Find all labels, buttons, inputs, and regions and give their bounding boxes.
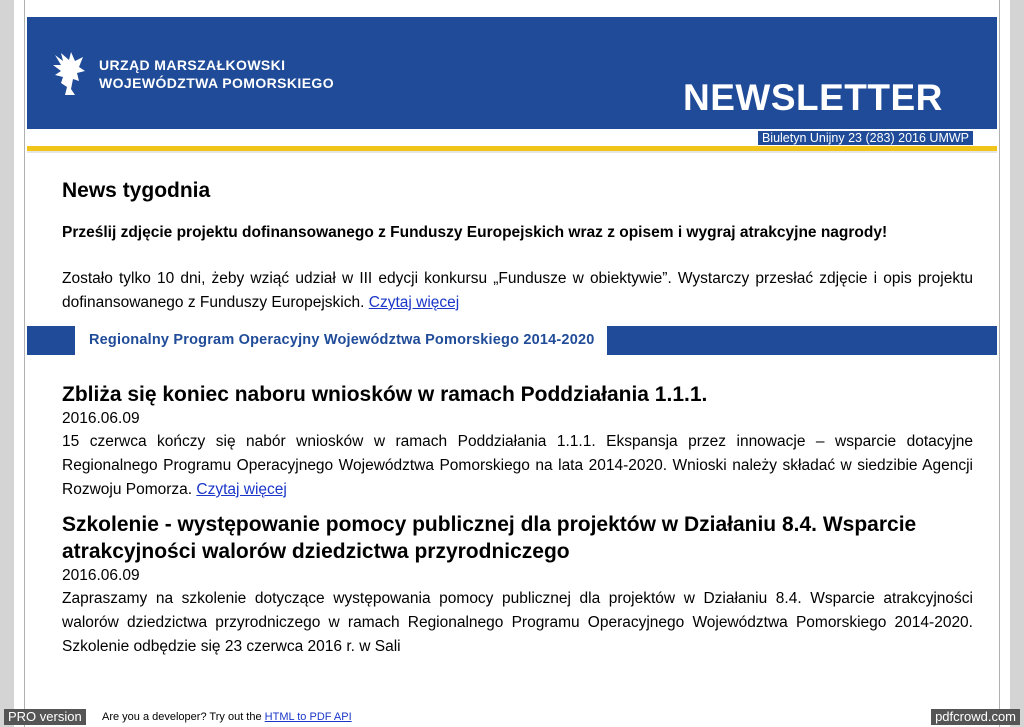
right-page-edge (999, 0, 1000, 727)
org-name-line2: WOJEWÓDZTWA POMORSKIEGO (99, 75, 335, 91)
griffin-icon (49, 51, 89, 97)
org-logo (49, 51, 334, 97)
rpo-section-label: Regionalny Program Operacyjny Województwa Pomorskiego 2014-2020 (75, 326, 607, 355)
news-section (27, 179, 997, 315)
bulletin-subtitle: Biuletyn Unijny 23 (283) 2016 UMWP (758, 131, 973, 145)
gold-divider (27, 146, 997, 153)
article-date: 2016.06.09 (62, 567, 140, 584)
news-heading: News tygodnia (62, 179, 211, 202)
article-body-text: 15 czerwca kończy się nabór wniosków w ramach Poddziałania 1.1.1. Ekspansja przez innowacje – wsparcie dotacyjne Regionalnego Programu Operacyjnego Województwa Pomorskiego na lata 2014-2020. Wnioski należy składać w siedzibie Agencji Rozwoju Pomorza. (62, 433, 973, 498)
article-title: Szkolenie - występowanie pomocy publicznej dla projektów w Działaniu 8.4. Wsparcie atrakcyjności walorów dziedzictwa przyrodniczego (62, 513, 917, 563)
html-to-pdf-api-link[interactable]: HTML to PDF API (264, 711, 352, 723)
developer-note (102, 711, 352, 723)
news-lead: Prześlij zdjęcie projektu dofinansowanego z Funduszy Europejskich wraz z opisem i wygraj atrakcyjne nagrody! (62, 224, 888, 241)
right-scroll-margin (1010, 0, 1024, 727)
article-date: 2016.06.09 (62, 410, 140, 427)
rpo-section-band (27, 326, 997, 355)
news-body (62, 267, 973, 315)
developer-note-text: Are you a developer? Try out the (102, 711, 265, 723)
news-body-text: Zostało tylko 10 dni, żeby wziąć udział w III edycji konkursu „Fundusze w obiektywie”. Wystarczy przesłać zdjęcie i opis projektu dofinansowanego z Funduszy Europejskich. (62, 270, 973, 311)
article-body: Zapraszamy na szkolenie dotyczące występowania pomocy publicznej dla projektów w Działaniu 8.4. Wsparcie atrakcyjności walorów dziedzictwa przyrodniczego w ramach Regionalnego Programu Operacyjnego Województwa Pomorskiego 2014-2020. Szkolenie odbędzie się 23 czerwca 2016 r. w Sali (62, 590, 973, 655)
pdf-footer (0, 707, 1024, 727)
pro-version-badge[interactable]: PRO version (4, 709, 86, 725)
article-item (27, 381, 997, 502)
article-read-more-link[interactable]: Czytaj więcej (196, 481, 287, 498)
newsletter-page (27, 17, 997, 707)
org-name-line1: URZĄD MARSZAŁKOWSKI (99, 57, 286, 73)
left-page-edge (24, 0, 25, 727)
left-scroll-margin (0, 0, 14, 727)
article-item (27, 511, 997, 659)
pdfcrowd-brand-badge[interactable]: pdfcrowd.com (931, 709, 1020, 725)
org-name (99, 56, 334, 92)
newsletter-title: NEWSLETTER (683, 77, 943, 118)
article-body (62, 430, 973, 502)
header-banner (27, 17, 997, 146)
article-title: Zbliża się koniec naboru wniosków w ramach Poddziałania 1.1.1. (62, 383, 708, 406)
news-read-more-link[interactable]: Czytaj więcej (368, 294, 460, 311)
